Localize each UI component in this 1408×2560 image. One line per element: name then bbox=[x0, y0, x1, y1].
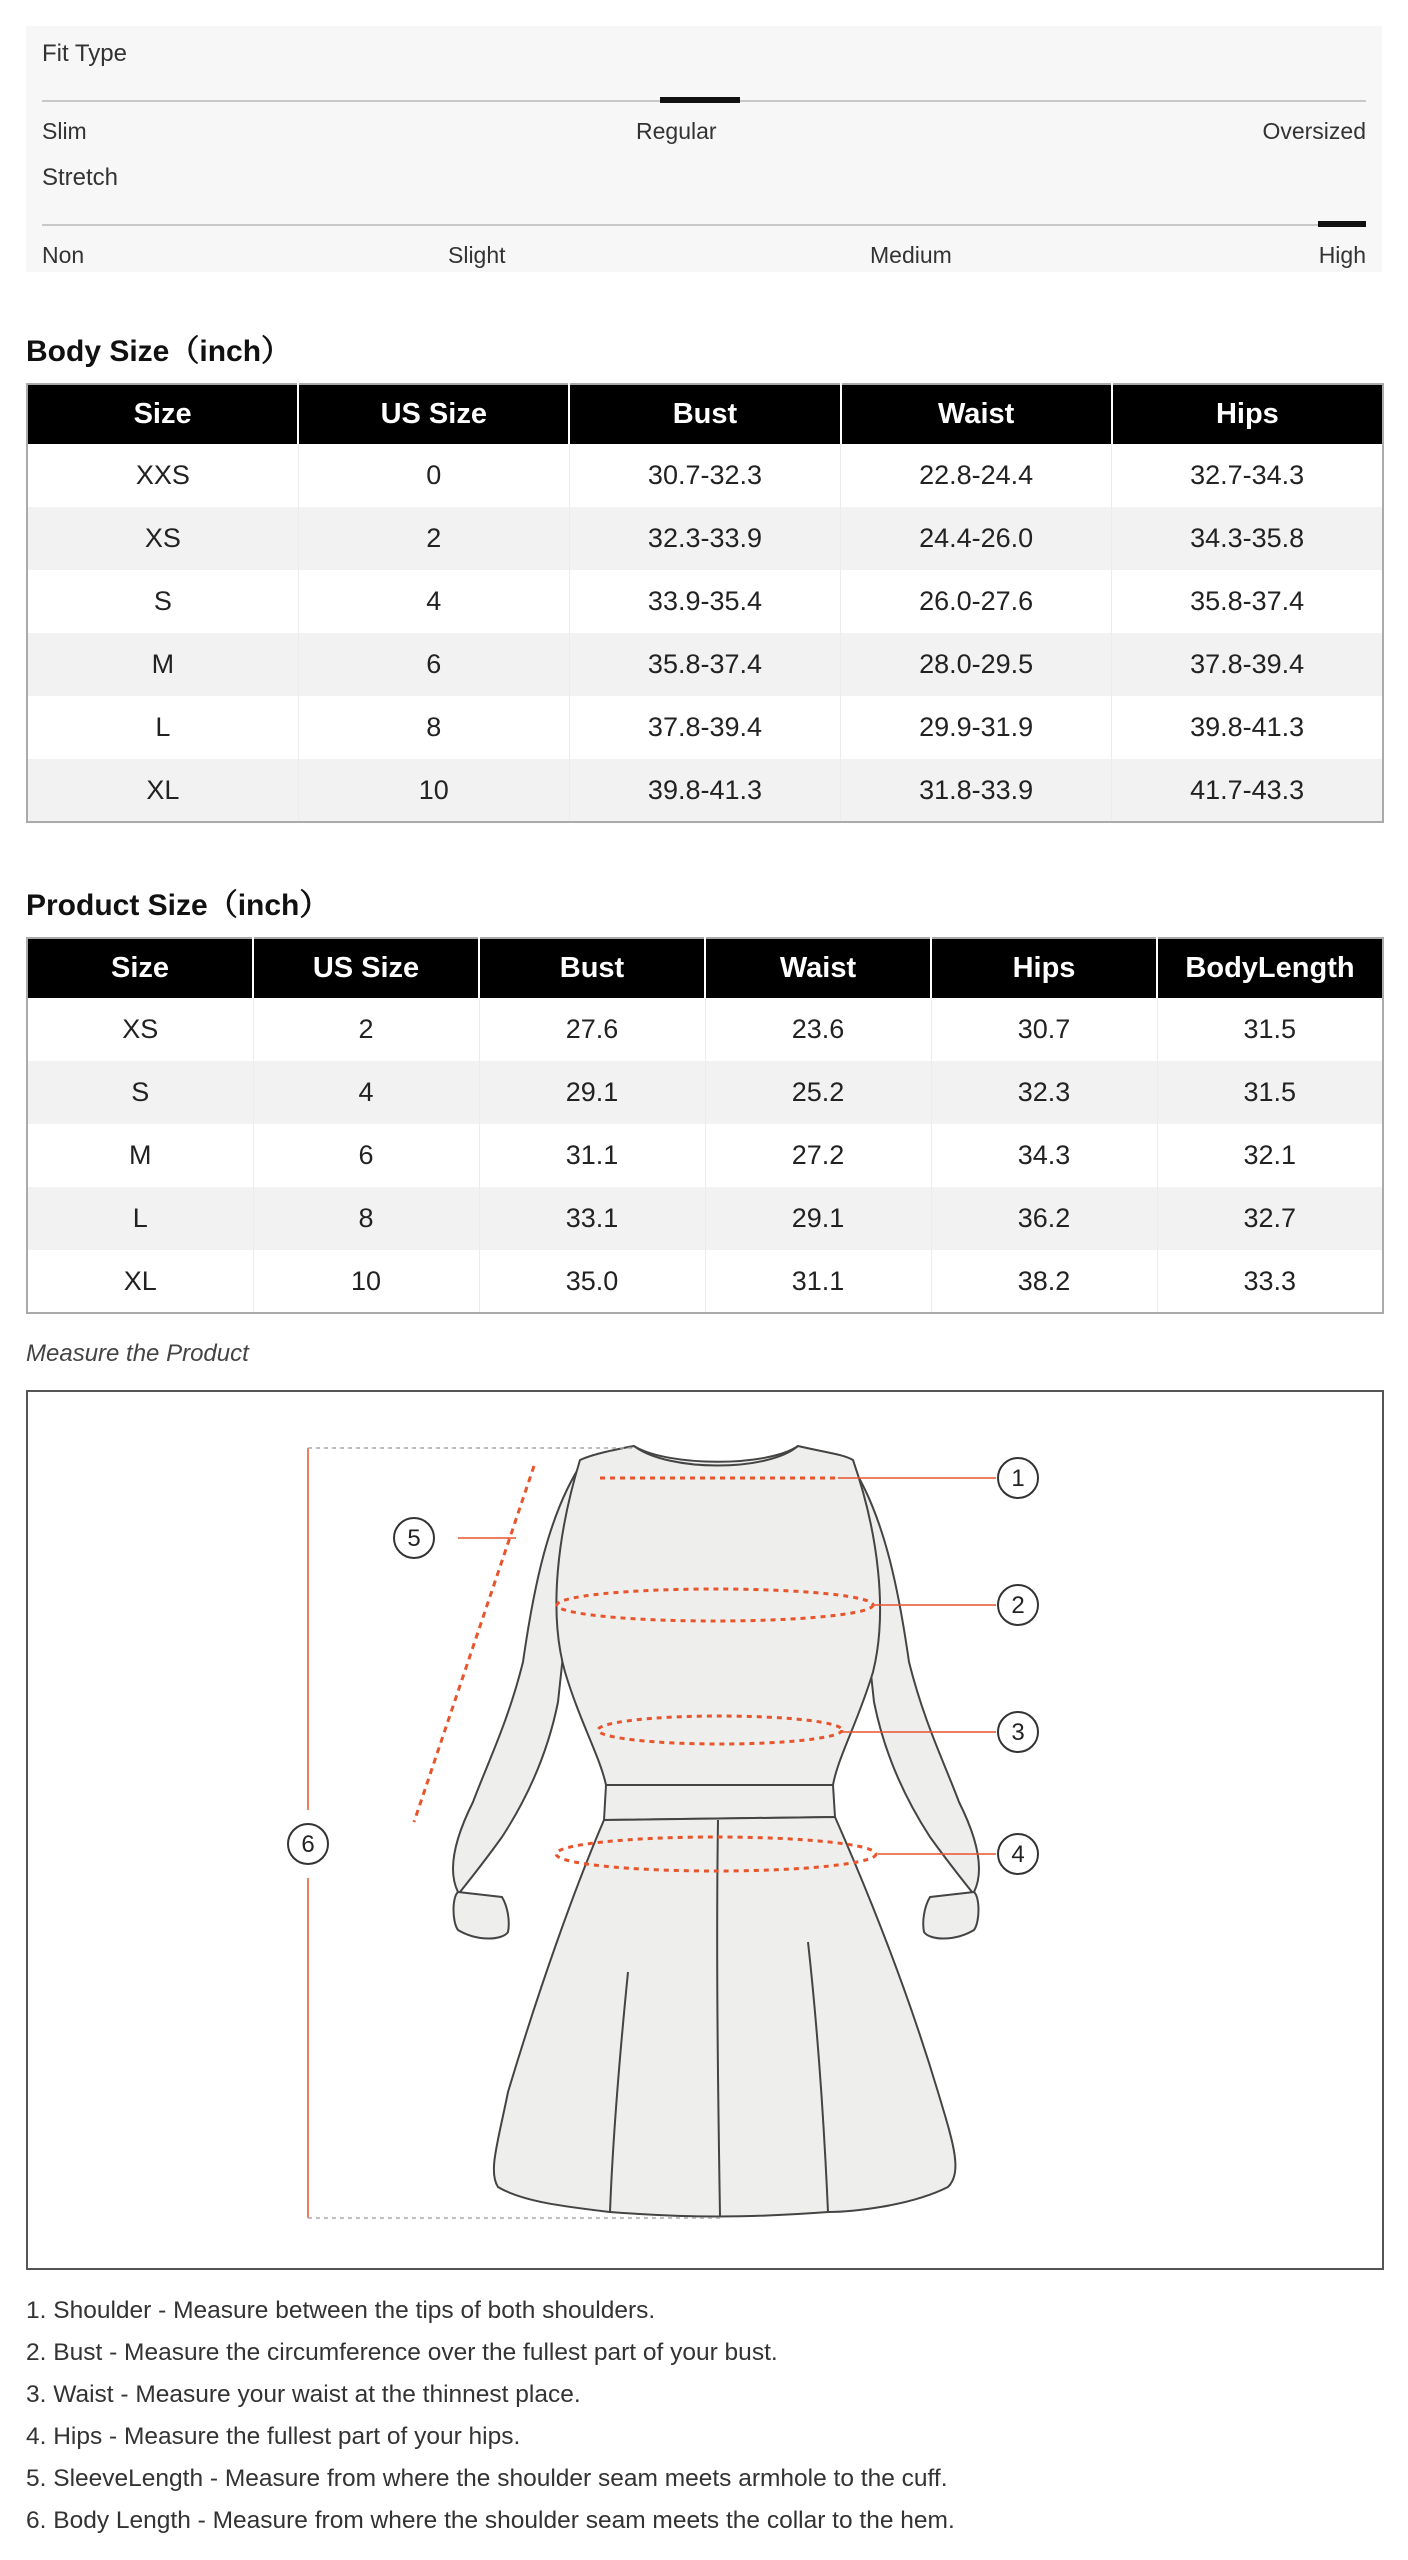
column-header: US Size bbox=[298, 384, 569, 444]
stretch-scale bbox=[42, 224, 1366, 226]
table-row bbox=[27, 1187, 1383, 1250]
table-cell: XS bbox=[27, 507, 298, 570]
note-sleeve-length: 5. SleeveLength - Measure from where the shoulder seam meets armhole to the cuff. bbox=[26, 2465, 948, 2492]
table-cell: 0 bbox=[298, 444, 569, 507]
table-row bbox=[27, 998, 1383, 1061]
table-cell: 31.1 bbox=[479, 1124, 705, 1187]
product-size-title: Product Size（inch） bbox=[26, 889, 330, 922]
fit-type-selected-marker bbox=[660, 97, 740, 103]
body-size-title: Body Size（inch） bbox=[26, 335, 292, 368]
stretch-title: Stretch bbox=[42, 164, 119, 191]
column-header: Bust bbox=[479, 938, 705, 998]
column-header: Hips bbox=[931, 938, 1157, 998]
marker-2-label: 2 bbox=[1011, 1592, 1025, 1619]
table-row bbox=[27, 633, 1383, 696]
table-row bbox=[27, 759, 1383, 822]
column-header: Bust bbox=[569, 384, 840, 444]
table-row bbox=[27, 444, 1383, 507]
waistband bbox=[604, 1785, 835, 1820]
table-row bbox=[27, 570, 1383, 633]
fit-type-row bbox=[42, 40, 1366, 150]
table-cell: 34.3-35.8 bbox=[1112, 507, 1383, 570]
table-cell: 10 bbox=[298, 759, 569, 822]
stretch-option-non: Non bbox=[42, 242, 85, 268]
measure-caption: Measure the Product bbox=[26, 1340, 249, 1367]
table-cell: 39.8-41.3 bbox=[569, 759, 840, 822]
stretch-option-slight: Slight bbox=[448, 242, 506, 268]
table-row bbox=[27, 1124, 1383, 1187]
body-size-table bbox=[26, 383, 1384, 823]
table-cell: 36.2 bbox=[931, 1187, 1157, 1250]
left-cuff bbox=[454, 1892, 509, 1939]
skirt bbox=[494, 1817, 956, 2217]
note-hips: 4. Hips - Measure the fullest part of your hips. bbox=[26, 2423, 521, 2450]
table-cell: 33.3 bbox=[1157, 1250, 1383, 1313]
table-cell: 2 bbox=[298, 507, 569, 570]
table-cell: 32.7-34.3 bbox=[1112, 444, 1383, 507]
note-waist: 3. Waist - Measure your waist at the thinnest place. bbox=[26, 2381, 581, 2408]
table-cell: 38.2 bbox=[931, 1250, 1157, 1313]
measurement-notes bbox=[26, 2290, 955, 2542]
column-header: Size bbox=[27, 938, 253, 998]
right-cuff bbox=[923, 1892, 978, 1939]
table-cell: 28.0-29.5 bbox=[841, 633, 1112, 696]
table-cell: 35.8-37.4 bbox=[1112, 570, 1383, 633]
table-cell: 30.7 bbox=[931, 998, 1157, 1061]
marker-3-label: 3 bbox=[1011, 1719, 1025, 1746]
stretch-option-medium: Medium bbox=[870, 242, 952, 268]
note-body-length: 6. Body Length - Measure from where the shoulder seam meets the collar to the hem. bbox=[26, 2507, 955, 2534]
column-header: Waist bbox=[841, 384, 1112, 444]
fit-type-option-slim: Slim bbox=[42, 118, 87, 144]
marker-1-label: 1 bbox=[1011, 1465, 1025, 1492]
table-cell: 4 bbox=[298, 570, 569, 633]
product-size-table bbox=[26, 937, 1384, 1314]
table-cell: 31.5 bbox=[1157, 1061, 1383, 1124]
fit-type-option-oversized: Oversized bbox=[1262, 118, 1366, 144]
table-cell: 8 bbox=[253, 1187, 479, 1250]
table-cell: 26.0-27.6 bbox=[841, 570, 1112, 633]
table-cell: 8 bbox=[298, 696, 569, 759]
table-cell: L bbox=[155, 712, 171, 742]
table-cell: XS bbox=[122, 1014, 159, 1044]
table-cell: 24.4-26.0 bbox=[841, 507, 1112, 570]
table-cell: XL bbox=[27, 759, 298, 822]
table-row bbox=[27, 507, 1383, 570]
table-cell: 23.6 bbox=[705, 998, 931, 1061]
table-cell: S bbox=[153, 586, 172, 616]
table-cell: M bbox=[129, 1140, 152, 1170]
table-row bbox=[27, 1250, 1383, 1313]
marker-5-label: 5 bbox=[407, 1525, 421, 1552]
dress-illustration bbox=[28, 1392, 1382, 2268]
table-cell: S bbox=[27, 1061, 253, 1124]
marker-4-label: 4 bbox=[1011, 1841, 1025, 1868]
table-cell: 37.8-39.4 bbox=[569, 696, 840, 759]
table-cell: 2 bbox=[253, 998, 479, 1061]
table-cell: 32.3-33.9 bbox=[569, 507, 840, 570]
table-cell: 22.8-24.4 bbox=[841, 444, 1112, 507]
column-header: Hips bbox=[1112, 384, 1383, 444]
product-size-header-row bbox=[27, 938, 1383, 998]
table-cell: 31.1 bbox=[705, 1250, 931, 1313]
note-bust: 2. Bust - Measure the circumference over the fullest part of your bust. bbox=[26, 2339, 778, 2366]
table-cell: 30.7-32.3 bbox=[569, 444, 840, 507]
stretch-option-high: High bbox=[1318, 242, 1366, 268]
measure-diagram bbox=[26, 1390, 1384, 2270]
table-cell: 10 bbox=[253, 1250, 479, 1313]
table-row bbox=[27, 696, 1383, 759]
column-header: Waist bbox=[705, 938, 931, 998]
table-cell: 41.7-43.3 bbox=[1112, 759, 1383, 822]
table-cell: 31.5 bbox=[1157, 998, 1383, 1061]
table-cell: 25.2 bbox=[705, 1061, 931, 1124]
table-cell: 39.8-41.3 bbox=[1112, 696, 1383, 759]
table-cell: XL bbox=[123, 1265, 157, 1296]
table-cell: 33.1 bbox=[479, 1187, 705, 1250]
table-cell: 32.1 bbox=[1157, 1124, 1383, 1187]
stretch-selected-marker bbox=[1318, 221, 1366, 227]
table-cell: 31.8-33.9 bbox=[841, 759, 1112, 822]
table-cell: 37.8-39.4 bbox=[1112, 633, 1383, 696]
column-header: Size bbox=[27, 384, 298, 444]
table-cell: XXS bbox=[135, 460, 190, 490]
column-header: BodyLength bbox=[1157, 938, 1383, 998]
table-cell: 32.3 bbox=[931, 1061, 1157, 1124]
table-cell: 4 bbox=[253, 1061, 479, 1124]
table-cell: L bbox=[27, 1187, 253, 1250]
table-cell: 27.6 bbox=[479, 998, 705, 1061]
table-cell: 34.3 bbox=[931, 1124, 1157, 1187]
stretch-row bbox=[42, 164, 1366, 274]
table-cell: 29.1 bbox=[705, 1187, 931, 1250]
table-cell: 33.9-35.4 bbox=[569, 570, 840, 633]
table-cell: 6 bbox=[253, 1124, 479, 1187]
table-cell: M bbox=[27, 633, 298, 696]
marker-6-label: 6 bbox=[301, 1831, 315, 1858]
table-cell: 35.8-37.4 bbox=[569, 633, 840, 696]
table-cell: 29.9-31.9 bbox=[841, 696, 1112, 759]
table-cell: 27.2 bbox=[705, 1124, 931, 1187]
fit-type-option-regular: Regular bbox=[636, 118, 717, 144]
table-cell: 32.7 bbox=[1157, 1187, 1383, 1250]
table-cell: 35.0 bbox=[479, 1250, 705, 1313]
note-shoulder: 1. Shoulder - Measure between the tips of both shoulders. bbox=[26, 2297, 656, 2324]
fit-panel bbox=[26, 26, 1382, 272]
table-row bbox=[27, 1061, 1383, 1124]
body-size-header-row bbox=[27, 384, 1383, 444]
table-cell: 6 bbox=[298, 633, 569, 696]
column-header: US Size bbox=[253, 938, 479, 998]
table-cell: 29.1 bbox=[479, 1061, 705, 1124]
fit-type-title: Fit Type bbox=[42, 40, 127, 67]
